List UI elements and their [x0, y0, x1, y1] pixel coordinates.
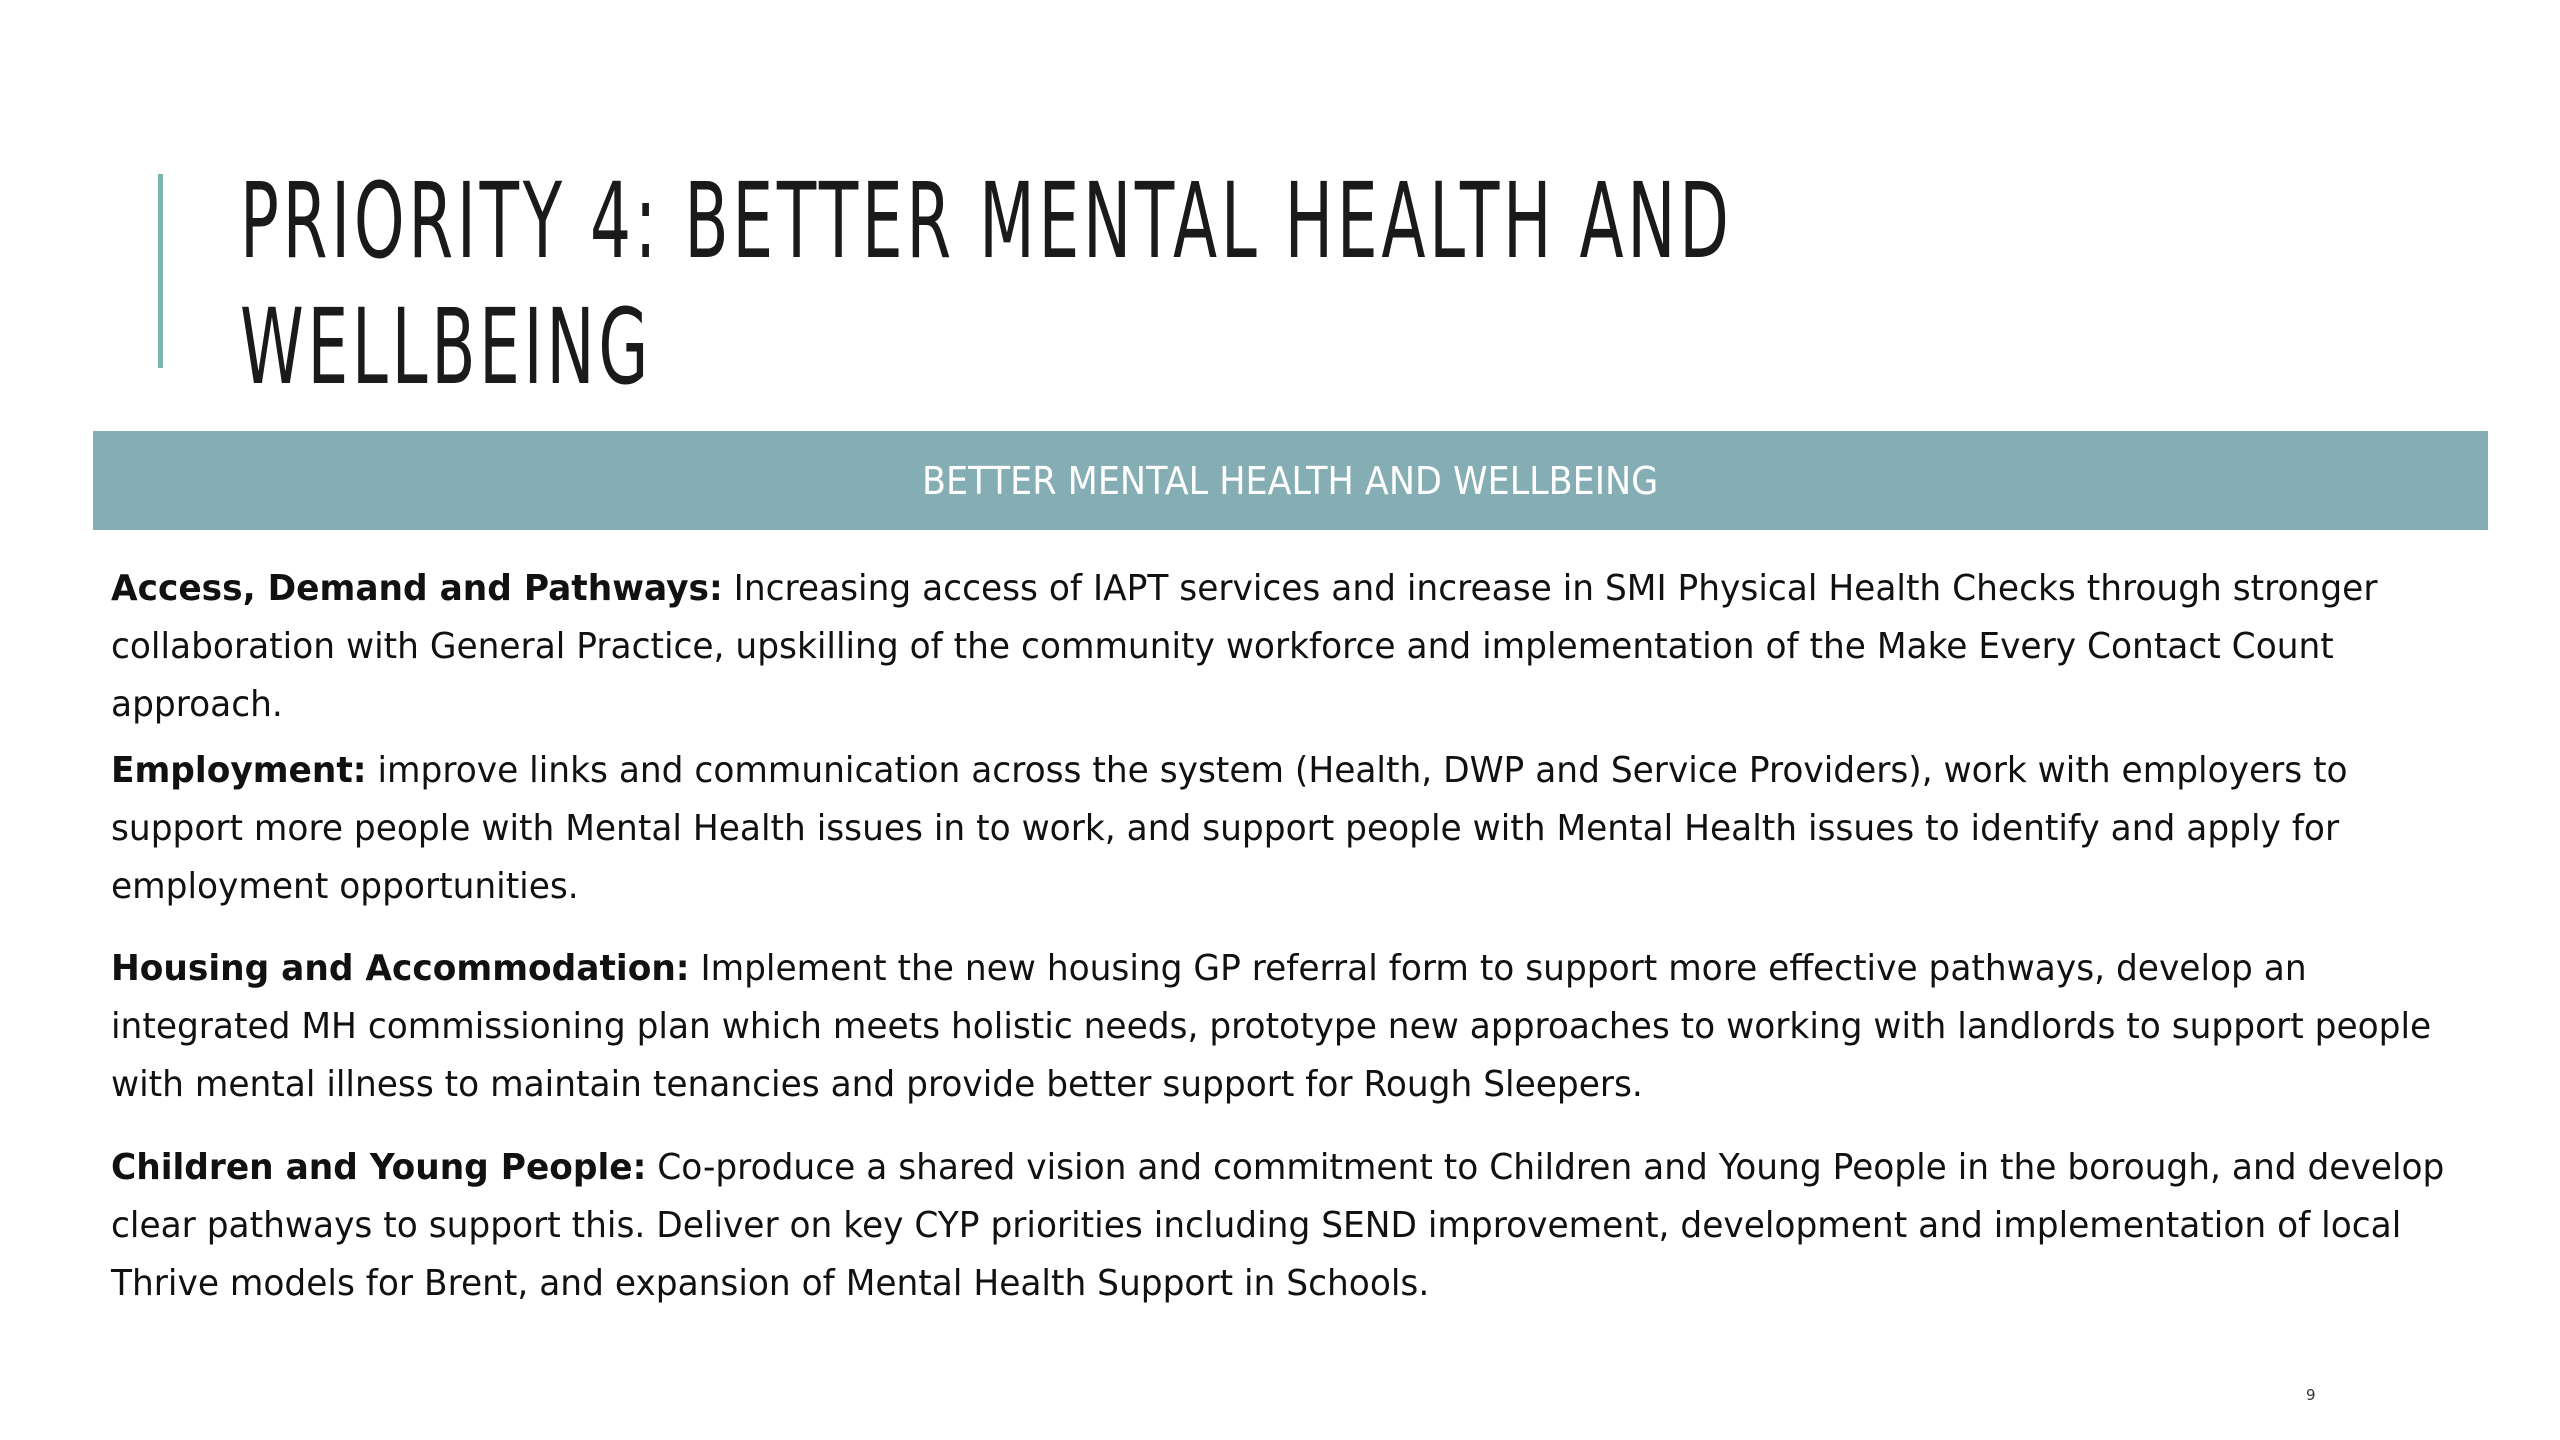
paragraph-housing-accommodation — [111, 940, 2479, 1114]
section-header-label: BETTER MENTAL HEALTH AND WELLBEING — [922, 458, 1659, 503]
slide-title-line-2: WELLBEING — [240, 286, 653, 408]
paragraph-employment — [111, 742, 2479, 916]
slide-title — [240, 158, 1733, 410]
slide-title-line-1: PRIORITY 4: BETTER MENTAL HEALTH AND — [240, 160, 1733, 282]
paragraph-text: Co-produce a shared vision and commitment to Children and Young People in the borough, and develop clear pathways to support this. Deliver on key CYP priorities including SEND improvement, development and implementation of local Thrive models for Brent, and expansion of Mental Health Support in Schools. — [111, 1147, 2445, 1304]
title-accent-bar — [158, 174, 163, 368]
paragraph-heading: Children and Young People: — [111, 1147, 647, 1188]
paragraph-text: Implement the new housing GP referral form to support more effective pathways, develop an integrated MH commissioning plan which meets holistic needs, prototype new approaches to working with landlords to support people with mental illness to maintain tenancies and provide better support for Rough Sleepers. — [111, 948, 2432, 1105]
section-header-band — [93, 431, 2488, 530]
paragraph-text: improve links and communication across the system (Health, DWP and Service Providers), work with employers to support more people with Mental Health issues in to work, and support people with Mental Health issues to identify and apply for employment opportunities. — [111, 750, 2348, 907]
paragraph-children-young-people — [111, 1139, 2479, 1313]
paragraph-heading: Employment: — [111, 750, 367, 791]
paragraph-heading: Housing and Accommodation: — [111, 948, 690, 989]
page-number: 9 — [2306, 1386, 2316, 1404]
paragraph-heading: Access, Demand and Pathways: — [111, 568, 723, 609]
paragraph-text: Increasing access of IAPT services and increase in SMI Physical Health Checks through stronger collaboration with General Practice, upskilling of the community workforce and implementation of the Make Every Contact Count approach. — [111, 568, 2378, 725]
paragraph-access-demand-pathways — [111, 560, 2479, 734]
